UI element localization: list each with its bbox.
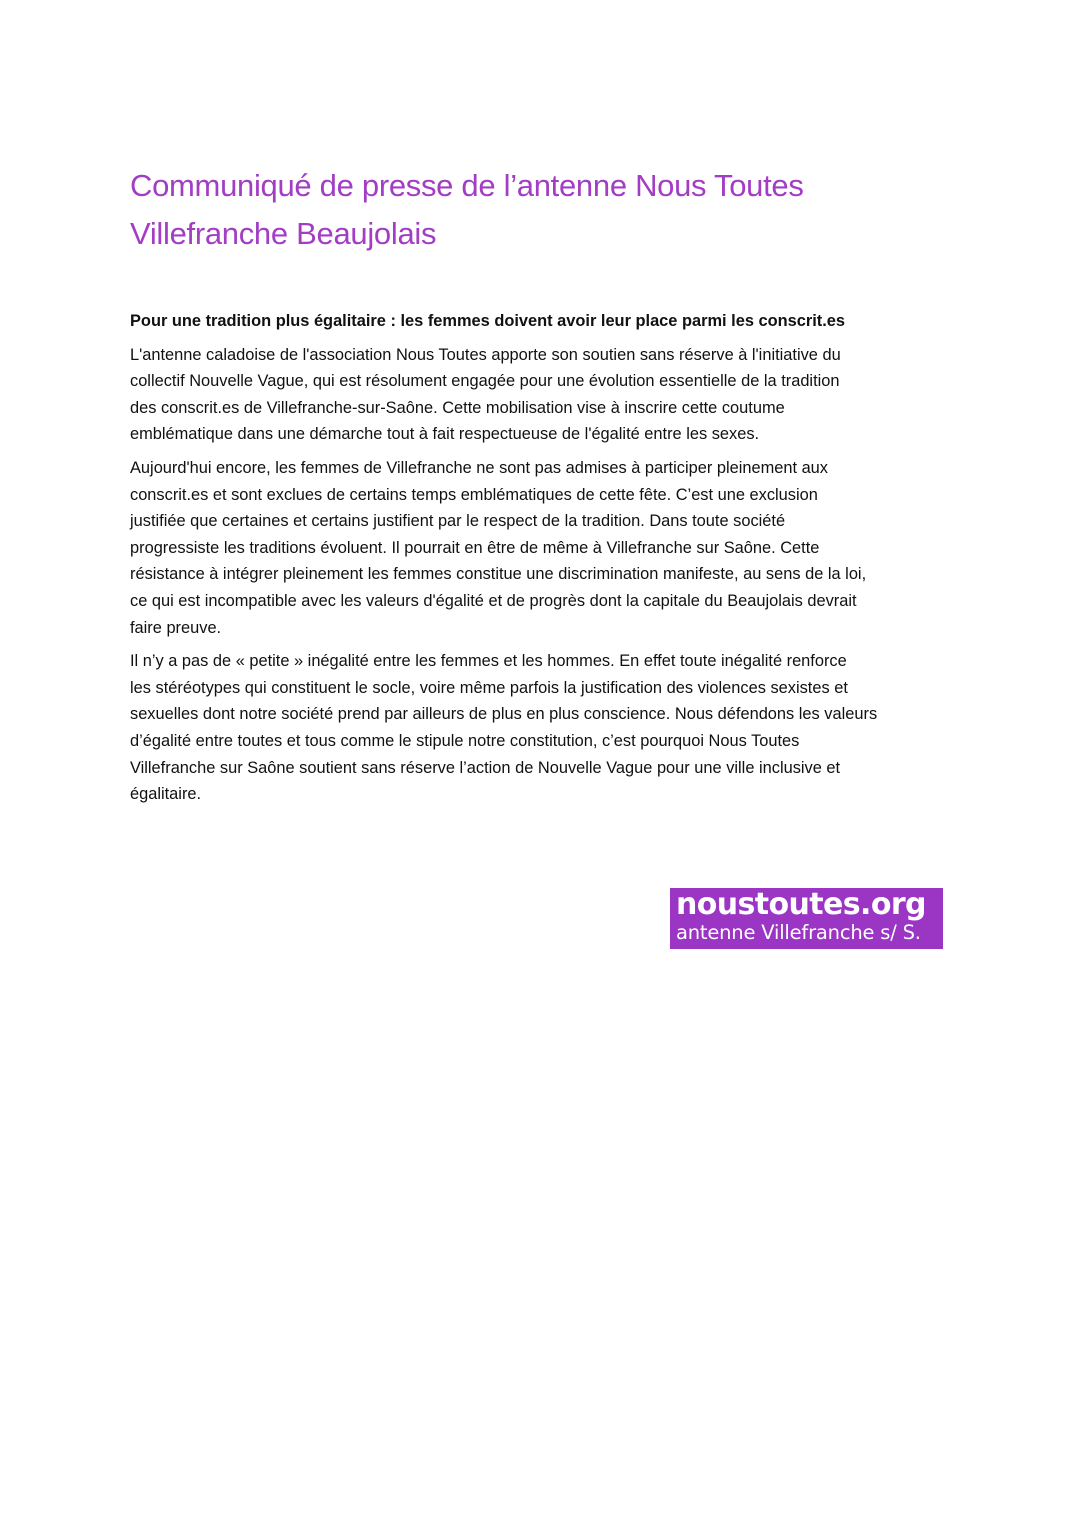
paragraph-line: ce qui est incompatible avec les valeurs d'égalité et de progrès dont la capitale du Beaujolais devrait (130, 591, 857, 610)
paragraph-1 (130, 342, 958, 448)
logo-sub-text: antenne Villefranche s/ S. (676, 921, 921, 944)
paragraph-3 (130, 648, 958, 808)
document-body (130, 308, 958, 815)
paragraph-line: résistance à intégrer pleinement les femmes constitue une discrimination manifeste, au sens de la loi, (130, 565, 867, 584)
paragraph-line: conscrit.es et sont exclues de certains temps emblématiques de cette fête. C’est une exclusion (130, 485, 818, 504)
document-title (130, 162, 950, 258)
paragraph-line: des conscrit.es de Villefranche-sur-Saône. Cette mobilisation vise à inscrire cette coutume (130, 398, 785, 417)
paragraph-line: justifiée que certaines et certains justifient par le respect de la tradition. Dans toute société (130, 512, 786, 531)
paragraph-line: L'antenne caladoise de l'association Nous Toutes apporte son soutien sans réserve à l'initiative du (130, 345, 841, 364)
paragraph-line: Aujourd'hui encore, les femmes de Villefranche ne sont pas admises à participer pleinement aux (130, 458, 828, 477)
title-line-2: Villefranche Beaujolais (130, 216, 437, 251)
paragraph-2 (130, 455, 958, 641)
logo-main-text: noustoutes.org (676, 888, 926, 922)
paragraph-line: d’égalité entre toutes et tous comme le stipule notre constitution, c’est pourquoi Nous Toutes (130, 731, 800, 750)
paragraph-line: emblématique dans une démarche tout à fait respectueuse de l'égalité entre les sexes. (130, 425, 760, 444)
paragraph-line: égalitaire. (130, 785, 202, 804)
paragraph-line: Villefranche sur Saône soutient sans réserve l’action de Nouvelle Vague pour une ville inclusive et (130, 758, 841, 777)
paragraph-line: les stéréotypes qui constituent le socle, voire même parfois la justification des violences sexistes et (130, 678, 848, 697)
title-line-1: Communiqué de presse de l’antenne Nous Toutes (130, 168, 804, 203)
paragraph-line: progressiste les traditions évoluent. Il pourrait en être de même à Villefranche sur Saône. Cette (130, 538, 820, 557)
paragraph-line: sexuelles dont notre société prend par ailleurs de plus en plus conscience. Nous défendons les valeurs (130, 705, 878, 724)
paragraph-line: faire preuve. (130, 618, 222, 637)
document-subtitle: Pour une tradition plus égalitaire : les femmes doivent avoir leur place parmi les conscrit.es (130, 312, 846, 330)
noustoutes-logo (670, 888, 943, 949)
paragraph-line: collectif Nouvelle Vague, qui est résolument engagée pour une évolution essentielle de la tradition (130, 372, 840, 391)
paragraph-line: Il n’y a pas de « petite » inégalité entre les femmes et les hommes. En effet toute inégalité renforce (130, 652, 847, 671)
